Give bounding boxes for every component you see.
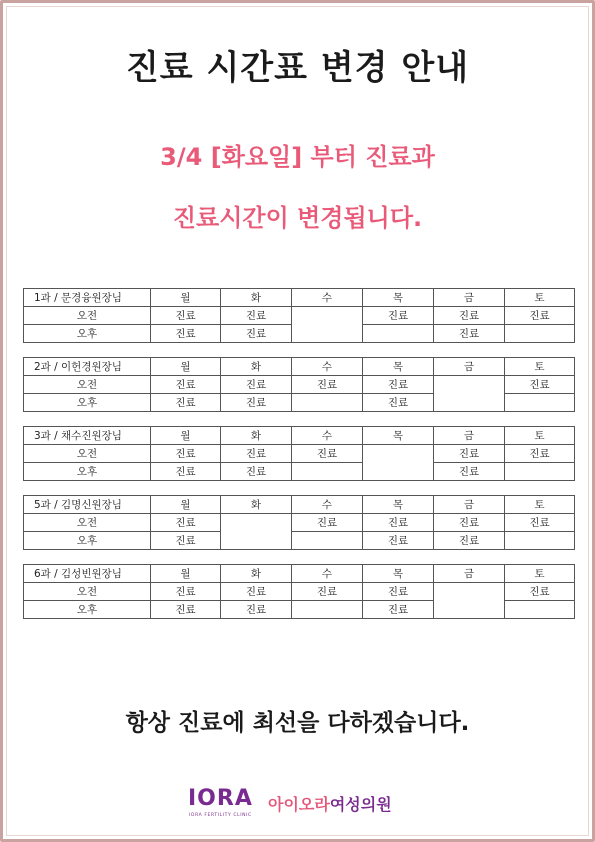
schedule-header-row [24, 427, 575, 445]
notice-subtitle-line2: 진료시간이 변경됩니다. [172, 204, 423, 232]
schedule-header-row [24, 565, 575, 583]
doctor-name: 2과 / 이헌경원장님 [24, 358, 151, 376]
day-header: 월 [151, 565, 221, 583]
day-header: 금 [434, 289, 505, 307]
schedule-cell: 진료 [151, 394, 221, 412]
day-header: 월 [151, 289, 221, 307]
schedule-cell: 진료 [363, 583, 434, 601]
schedule-cell: 진료 [434, 532, 505, 550]
day-header: 수 [292, 565, 363, 583]
logo-tagline: IORA FERTILITY CLINIC [189, 813, 252, 818]
schedule-row [24, 514, 575, 532]
doctor-name: 5과 / 김명신원장님 [24, 496, 151, 514]
session-label: 오전 [24, 583, 151, 601]
day-header: 목 [363, 565, 434, 583]
schedule-cell: 진료 [151, 583, 221, 601]
schedule-cell: 진료 [363, 532, 434, 550]
day-header: 화 [221, 427, 292, 445]
doctor-name: 6과 / 김성빈원장님 [24, 565, 151, 583]
schedule-cell: 진료 [363, 394, 434, 412]
schedule-cell: 진료 [292, 445, 363, 463]
schedule-cell: 진료 [221, 325, 292, 343]
session-label: 오후 [24, 325, 151, 343]
day-header: 목 [363, 289, 434, 307]
session-label: 오후 [24, 394, 151, 412]
schedule-cell [363, 445, 434, 481]
day-header: 토 [505, 496, 575, 514]
schedule-cell: 진료 [505, 514, 575, 532]
page-title: 진료 시간표 변경 안내 [125, 48, 470, 88]
schedule-cell [363, 325, 434, 343]
clinic-name-part2: 여성의원 [329, 795, 392, 814]
schedule-table [23, 357, 575, 412]
schedule-cell: 진료 [221, 445, 292, 463]
day-header: 토 [505, 427, 575, 445]
day-header: 수 [292, 358, 363, 376]
day-header: 토 [505, 358, 575, 376]
session-label: 오전 [24, 307, 151, 325]
notice-subtitle-line1: 3/4 [화요일] 부터 진료과 [160, 143, 435, 171]
day-header: 목 [363, 427, 434, 445]
schedule-cell [505, 532, 575, 550]
schedule-cell: 진료 [151, 601, 221, 619]
day-header: 월 [151, 358, 221, 376]
schedule-cell: 진료 [151, 445, 221, 463]
schedule-cell: 진료 [505, 445, 575, 463]
schedule-cell: 진료 [151, 376, 221, 394]
schedule-row [24, 376, 575, 394]
schedule-cell [292, 463, 363, 481]
day-header: 목 [363, 358, 434, 376]
schedule-cell: 진료 [363, 376, 434, 394]
logo-mark: IORA [188, 786, 253, 811]
schedule-cell [292, 601, 363, 619]
session-label: 오후 [24, 601, 151, 619]
schedule-table [23, 495, 575, 550]
schedule-cell: 진료 [434, 445, 505, 463]
schedule-cell: 진료 [505, 376, 575, 394]
schedule-cell: 진료 [151, 307, 221, 325]
schedule-cell: 진료 [434, 325, 505, 343]
schedule-row [24, 307, 575, 325]
day-header: 토 [505, 565, 575, 583]
schedule-cell: 진료 [221, 601, 292, 619]
session-label: 오후 [24, 463, 151, 481]
doctor-name: 3과 / 채수진원장님 [24, 427, 151, 445]
schedule-table [23, 426, 575, 481]
schedule-row [24, 532, 575, 550]
schedule-cell [505, 463, 575, 481]
schedule-cell [292, 394, 363, 412]
day-header: 월 [151, 427, 221, 445]
schedule-cell: 진료 [151, 514, 221, 532]
schedule-cell [434, 376, 505, 412]
schedule-cell: 진료 [151, 463, 221, 481]
schedule-header-row [24, 358, 575, 376]
day-header: 목 [363, 496, 434, 514]
schedule-cell: 진료 [221, 583, 292, 601]
day-header: 월 [151, 496, 221, 514]
schedule-cell: 진료 [434, 463, 505, 481]
clinic-name-part1: 아이오라 [268, 795, 330, 814]
schedule-cell: 진료 [505, 307, 575, 325]
closing-message: 항상 진료에 최선을 다하겠습니다. [125, 710, 470, 736]
schedule-cell: 진료 [363, 307, 434, 325]
schedule-cell [292, 532, 363, 550]
day-header: 수 [292, 289, 363, 307]
schedule-cell [292, 307, 363, 343]
day-header: 수 [292, 427, 363, 445]
session-label: 오전 [24, 445, 151, 463]
session-label: 오전 [24, 376, 151, 394]
schedule-cell [434, 583, 505, 619]
clinic-name [268, 792, 392, 815]
schedule-cell [505, 394, 575, 412]
schedule-row [24, 583, 575, 601]
schedule-cell: 진료 [434, 307, 505, 325]
schedule-cell [505, 325, 575, 343]
schedule-cell: 진료 [221, 376, 292, 394]
schedule-cell: 진료 [221, 394, 292, 412]
session-label: 오후 [24, 532, 151, 550]
schedule-header-row [24, 289, 575, 307]
session-label: 오전 [24, 514, 151, 532]
schedule-cell: 진료 [221, 307, 292, 325]
day-header: 금 [434, 427, 505, 445]
day-header: 금 [434, 565, 505, 583]
schedule-cell [505, 601, 575, 619]
day-header: 금 [434, 496, 505, 514]
day-header: 화 [221, 358, 292, 376]
schedule-cell: 진료 [292, 514, 363, 532]
day-header: 수 [292, 496, 363, 514]
schedule-cell: 진료 [151, 532, 221, 550]
doctor-name: 1과 / 문경융원장님 [24, 289, 151, 307]
schedule-table [23, 564, 575, 619]
schedule-cell: 진료 [292, 376, 363, 394]
day-header: 토 [505, 289, 575, 307]
day-header: 금 [434, 358, 505, 376]
day-header: 화 [221, 289, 292, 307]
schedule-row [24, 445, 575, 463]
schedule-cell: 진료 [505, 583, 575, 601]
schedule-cell: 진료 [434, 514, 505, 532]
day-header: 화 [221, 496, 292, 514]
schedule-cell: 진료 [292, 583, 363, 601]
schedule-cell [221, 514, 292, 550]
schedule-header-row [24, 496, 575, 514]
clinic-logo [188, 782, 418, 822]
schedule-cell: 진료 [363, 514, 434, 532]
day-header: 화 [221, 565, 292, 583]
schedule-cell: 진료 [363, 601, 434, 619]
schedule-cell: 진료 [221, 463, 292, 481]
schedule-cell: 진료 [151, 325, 221, 343]
schedule-table [23, 288, 575, 343]
schedule-row [24, 463, 575, 481]
